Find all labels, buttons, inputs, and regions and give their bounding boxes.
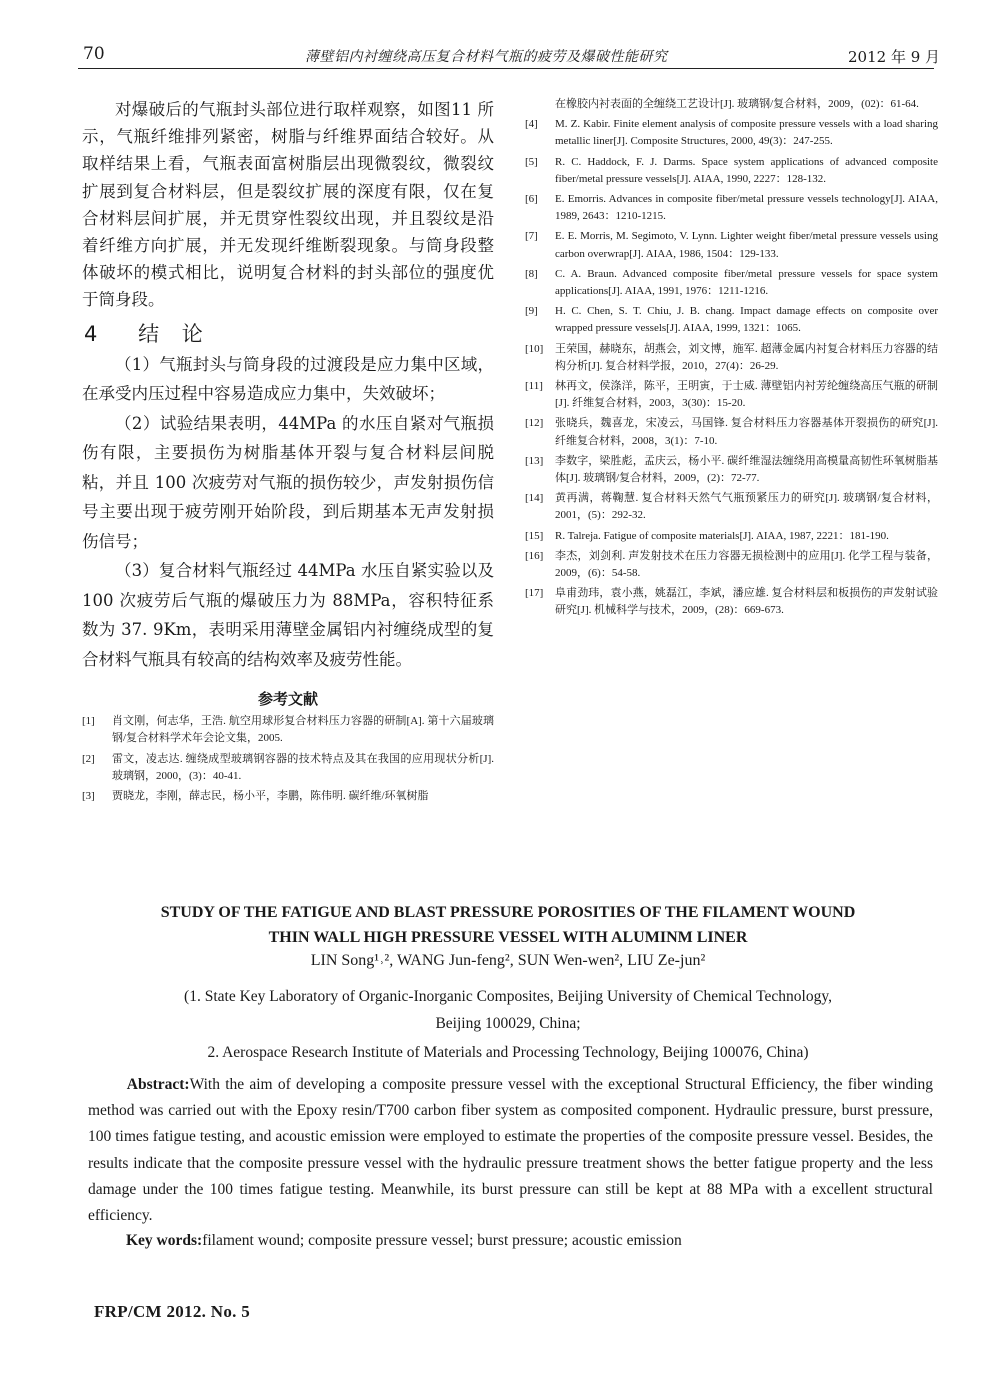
reference-item (525, 585, 938, 619)
reference-number: [16] (525, 549, 544, 562)
reference-number: [5] (525, 155, 538, 168)
conclusion-item: （2）试验结果表明，44MPa 的水压自紧对气瓶损伤有限，主要损伤为树脂基体开裂与复合材料层间脱粘，并且 100 次疲劳对气瓶的损伤较少，声发射损伤信号主要出现于疲劳刚开始阶段，到后期基本无声发射损伤信号； (82, 413, 494, 551)
reference-text: E. Emorris. Advances in composite fiber/metal pressure vessels technology[J]. AIAA, 1989, 2643：1210-1215. (555, 193, 938, 223)
journal-footer: FRP/CM 2012. No. 5 (94, 1302, 251, 1321)
reference-number: [3] (82, 789, 95, 802)
english-title-line: STUDY OF THE FATIGUE AND BLAST PRESSURE POROSITIES OF THE FILAMENT WOUND (160, 904, 856, 921)
english-title (80, 900, 936, 950)
header-divider (78, 68, 934, 69)
english-authors: LIN Song¹˒², WANG Jun-feng², SUN Wen-wen², LIU Ze-jun² (310, 952, 706, 969)
affiliation: (1. State Key Laboratory of Organic-Inorganic Composites, Beijing University of Chemical Technology, (184, 988, 832, 1005)
abstract (88, 1072, 933, 1229)
reference-number: [6] (525, 193, 538, 206)
running-title: 薄壁铝内衬缠绕高压复合材料气瓶的疲劳及爆破性能研究 (305, 49, 668, 65)
reference-item (525, 116, 938, 150)
english-title-line: THIN WALL HIGH PRESSURE VESSEL WITH ALUMINM LINER (268, 929, 748, 946)
reference-text: 林再文，侯涤洋，陈平，王明寅，于士威. 薄壁铝内衬芳纶缠绕高压气瓶的研制[J]. 纤维复合材料，2003，3(30)：15-20. (555, 380, 938, 410)
reference-item (82, 788, 494, 805)
reference-text: 张晓兵，魏喜龙，宋凌云，马国锋. 复合材料压力容器基体开裂损伤的研究[J]. 纤维复合材料，2008，3(1)：7-10. (555, 417, 938, 447)
reference-number: [13] (525, 454, 544, 467)
reference-number: [8] (525, 267, 538, 280)
section-title: 结 论 (138, 321, 211, 346)
reference-text: 李数字，梁胜彪，孟庆云，杨小平. 碳纤维湿法缠绕用高模量高韧性环氧树脂基体[J]. 玻璃钢/复合材料，2009，(2)：72-77. (555, 454, 938, 485)
reference-item (82, 713, 494, 747)
right-column (525, 96, 938, 623)
issue-date: 2012 年 9 月 (848, 48, 941, 66)
reference-number: [11] (525, 380, 543, 393)
reference-item (82, 751, 494, 785)
reference-item (525, 415, 938, 449)
reference-text: C. A. Braun. Advanced composite fiber/metal pressure vessels for space system applications[J]. AIAA, 1991, 1976：1211-1216. (555, 267, 938, 298)
reference-item (525, 548, 938, 582)
abstract-label: Abstract: (126, 1076, 190, 1093)
reference-number: [2] (82, 752, 95, 765)
reference-text: 肖文刚，何志华，王浩. 航空用球形复合材料压力容器的研制[A]. 第十六届玻璃钢/复合材料学术年会论文集，2005. (112, 715, 494, 745)
reference-item (525, 228, 938, 262)
reference-number: [7] (525, 230, 538, 243)
conclusion-item: （1）气瓶封头与筒身段的过渡段是应力集中区域，在承受内压过程中容易造成应力集中，失效破坏； (82, 354, 494, 404)
reference-text: 李杰，刘剑利. 声发射技术在压力容器无损检测中的应用[J]. 化学工程与装备，2009，(6)：54-58. (555, 549, 938, 580)
reference-text: R. C. Haddock, F. J. Darms. Space system applications of advanced composite fiber/metal pressure vessels[J]. AIAA, 1990, 2227：128-132. (555, 155, 938, 185)
reference-number: [4] (525, 118, 538, 131)
reference-item (525, 266, 938, 300)
reference-number: [1] (82, 715, 95, 728)
reference-item (525, 490, 938, 524)
reference-number: [9] (525, 305, 538, 318)
references-heading: 参考文献 (257, 690, 318, 709)
reference-text: H. C. Chen, S. T. Chiu, J. B. chang. Impact damage effects on composite over wrapped pressure vessels[J]. AIAA, 1999, 1321：1065. (555, 305, 938, 335)
section-number: 4 (84, 321, 106, 346)
keywords (126, 1232, 682, 1250)
conclusion-item: （3）复合材料气瓶经过 44MPa 水压自紧实验以及 100 次疲劳后气瓶的爆破压力为 88MPa，容积特征系数为 37. 9Km，表明采用薄壁金属铝内衬缠绕成型的复合材料气瓶具有较高的结构效率及疲劳性能。 (82, 561, 494, 669)
intro-paragraph: 对爆破后的气瓶封头部位进行取样观察，如图11 所示，气瓶纤维排列紧密，树脂与纤维界面结合较好。从取样结果上看，气瓶表面富树脂层出现微裂纹，微裂纹扩展到复合材料层，但是裂纹扩展的深度有限，仅在复合材料层间扩展，并无贯穿性裂纹出现，并且裂纹是沿着纤维方向扩展，并无发现纤维断裂现象。与筒身段整体破坏的模式相比，说明复合材料的封头部位的强度优于筒身段。 (82, 100, 494, 310)
affiliation: Beijing 100029, China; (435, 1015, 581, 1032)
reference-text: 雷文，凌志达. 缠绕成型玻璃钢容器的技术特点及其在我国的应用现状分析[J]. 玻璃钢，2000，(3)：40-41. (112, 752, 494, 782)
reference-number: [17] (525, 587, 544, 600)
reference-item (525, 154, 938, 188)
reference-continuation: 在橡胶内衬表面的全缠绕工艺设计[J]. 玻璃钢/复合材料，2009，(02)：61-64. (555, 98, 919, 110)
reference-text: E. E. Morris, M. Segimoto, V. Lynn. Lighter weight fiber/metal pressure vessels using carbon overwrap[J]. AIAA, 1986, 1504：129-133. (555, 230, 938, 260)
section-heading (84, 318, 494, 348)
reference-number: [15] (525, 529, 544, 542)
keywords-text: filament wound; composite pressure vessel; burst pressure; acoustic emission (202, 1232, 682, 1249)
reference-item (525, 303, 938, 337)
reference-text: 贾晓龙，李刚，薛志民，杨小平，李鹏，陈伟明. 碳纤维/环氧树脂 (112, 789, 429, 802)
reference-item (525, 453, 938, 487)
abstract-text: With the aim of developing a composite pressure vessel with the exceptional Structural Efficiency, the fiber winding method was carried out with the Epoxy resin/T700 carbon fiber system as composited component. Hydraulic pressure, burst pressure, 100 times fatigue testing, and acoustic emission were employed to estimate the properties of the composite pressure vessel. Besides, the results indicate that the composite pressure vessel with the hydraulic pressure treatment shows the better fatigue property and the less damage under the 100 times fatigue testing. Meanwhile, its burst pressure can still be kept at 88 MPa with a excellent structural efficiency. (88, 1076, 933, 1225)
reference-number: [14] (525, 492, 544, 505)
reference-text: 王荣国，赫晓东，胡燕会，刘文博，施军. 超薄金属内衬复合材料压力容器的结构分析[J]. 复合材料学报，2010，27(4)：26-29. (555, 342, 938, 372)
reference-item (525, 378, 938, 412)
reference-number: [10] (525, 342, 544, 355)
reference-item (525, 341, 938, 375)
reference-text: 黄再满，蒋鞠慧. 复合材料天然气气瓶预紧压力的研究[J]. 玻璃钢/复合材料，2001，(5)：292-32. (555, 492, 938, 522)
reference-item (525, 528, 938, 545)
reference-text: R. Talreja. Fatigue of composite materials[J]. AIAA, 1987, 2221：181-190. (555, 529, 889, 542)
reference-number: [12] (525, 417, 544, 430)
left-column (82, 96, 494, 808)
reference-item (525, 191, 938, 225)
keywords-label: Key words: (126, 1232, 203, 1249)
reference-text: M. Z. Kabir. Finite element analysis of composite pressure vessels with a load sharing metallic liner[J]. Composite Structures, 2000, 49(3)：247-255. (555, 118, 938, 148)
affiliation: 2. Aerospace Research Institute of Materials and Processing Technology, Beijing 100076, China) (207, 1044, 809, 1061)
page-number: 70 (83, 44, 105, 64)
reference-text: 阜甫劲玮，袁小燕，姚磊江，李斌，潘应雄. 复合材料层和板损伤的声发射试验研究[J]. 机械科学与技术，2009，(28)：669-673. (555, 587, 938, 617)
